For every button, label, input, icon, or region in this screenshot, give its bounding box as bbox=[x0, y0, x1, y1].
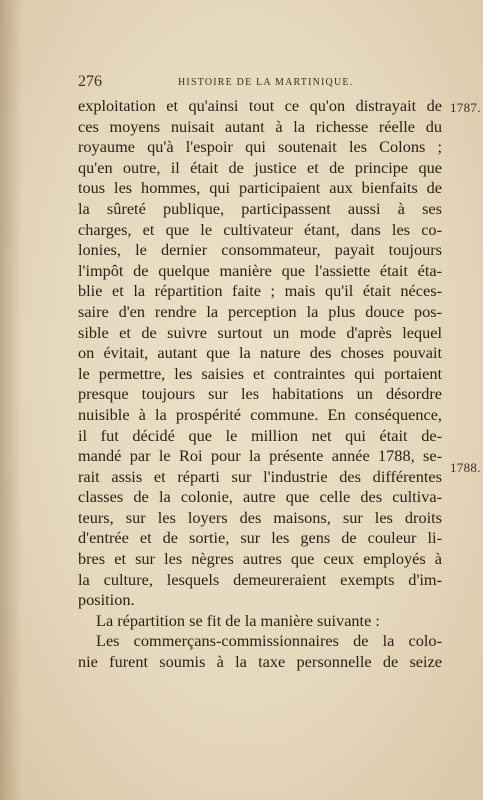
gutter-shadow bbox=[0, 0, 22, 800]
text-line: qu'en outre, il était de justice et de principe que bbox=[78, 157, 442, 177]
text-line: rait assis et réparti sur l'industrie des différentes bbox=[78, 466, 442, 486]
text-line: classes de la colonie, autre que celle des cultiva- bbox=[78, 487, 442, 507]
text-line: exploitation et qu'ainsi tout ce qu'on distrayait de bbox=[78, 96, 442, 115]
text-line: saire d'en rendre la perception la plus douce pos- bbox=[78, 301, 442, 321]
text-line: blie et la répartition faite ; mais qu'il était néces- bbox=[78, 281, 442, 301]
text-line: tous les hommes, qui participaient aux bienfaits de bbox=[78, 178, 442, 198]
text-line: le permettre, les saisies et contraintes qui portaient bbox=[78, 363, 442, 383]
text-line: La répartition se fit de la manière suivante : bbox=[96, 610, 380, 630]
text-line: royaume qu'à l'espoir qui soutenait les Colons ; bbox=[78, 137, 442, 157]
text-line: on évitait, autant que la nature des choses pouvait bbox=[78, 343, 442, 363]
text-line: la culture, lesquels demeureraient exempts d'im- bbox=[78, 569, 442, 589]
text-line: la sûreté publique, participassent aussi à ses bbox=[78, 198, 442, 218]
text-line: lonies, le dernier consommateur, payait toujours bbox=[78, 240, 442, 260]
page-header bbox=[78, 73, 448, 93]
page-number: 276 bbox=[78, 73, 102, 90]
text-line: l'impôt de quelque manière que l'assiette était éta- bbox=[78, 260, 442, 280]
text-line: teurs, sur les loyers des maisons, sur les droits bbox=[78, 507, 442, 527]
text-line: position. bbox=[78, 590, 135, 610]
text-line: d'entrée et de sortie, sur les gens de couleur li- bbox=[78, 528, 442, 548]
running-title: HISTOIRE DE LA MARTINIQUE. bbox=[178, 77, 354, 88]
body-text bbox=[78, 96, 442, 673]
margin-note-year: 1787. bbox=[450, 100, 481, 115]
text-line: presque toujours sur les habitations un désordre bbox=[78, 384, 442, 404]
text-line: charges, et que le cultivateur étant, dans les co- bbox=[78, 219, 442, 239]
text-line: mandé par le Roi pour la présente année 1788, se- bbox=[78, 446, 442, 466]
text-line: il fut décidé que le million net qui était de- bbox=[78, 425, 442, 445]
text-line: sible et de suivre surtout un mode d'après lequel bbox=[78, 322, 442, 342]
text-line: bres et sur les nègres autres que ceux employés à bbox=[78, 549, 442, 569]
text-line: ces moyens nuisait autant à la richesse réelle du bbox=[78, 116, 442, 136]
margin-note-year: 1788. bbox=[450, 460, 481, 475]
text-line: Les commerçans-commissionnaires de la colo- bbox=[96, 631, 442, 651]
text-line: nuisible à la prospérité commune. En conséquence, bbox=[78, 404, 442, 424]
text-line: nie furent soumis à la taxe personnelle de seize bbox=[78, 652, 442, 672]
